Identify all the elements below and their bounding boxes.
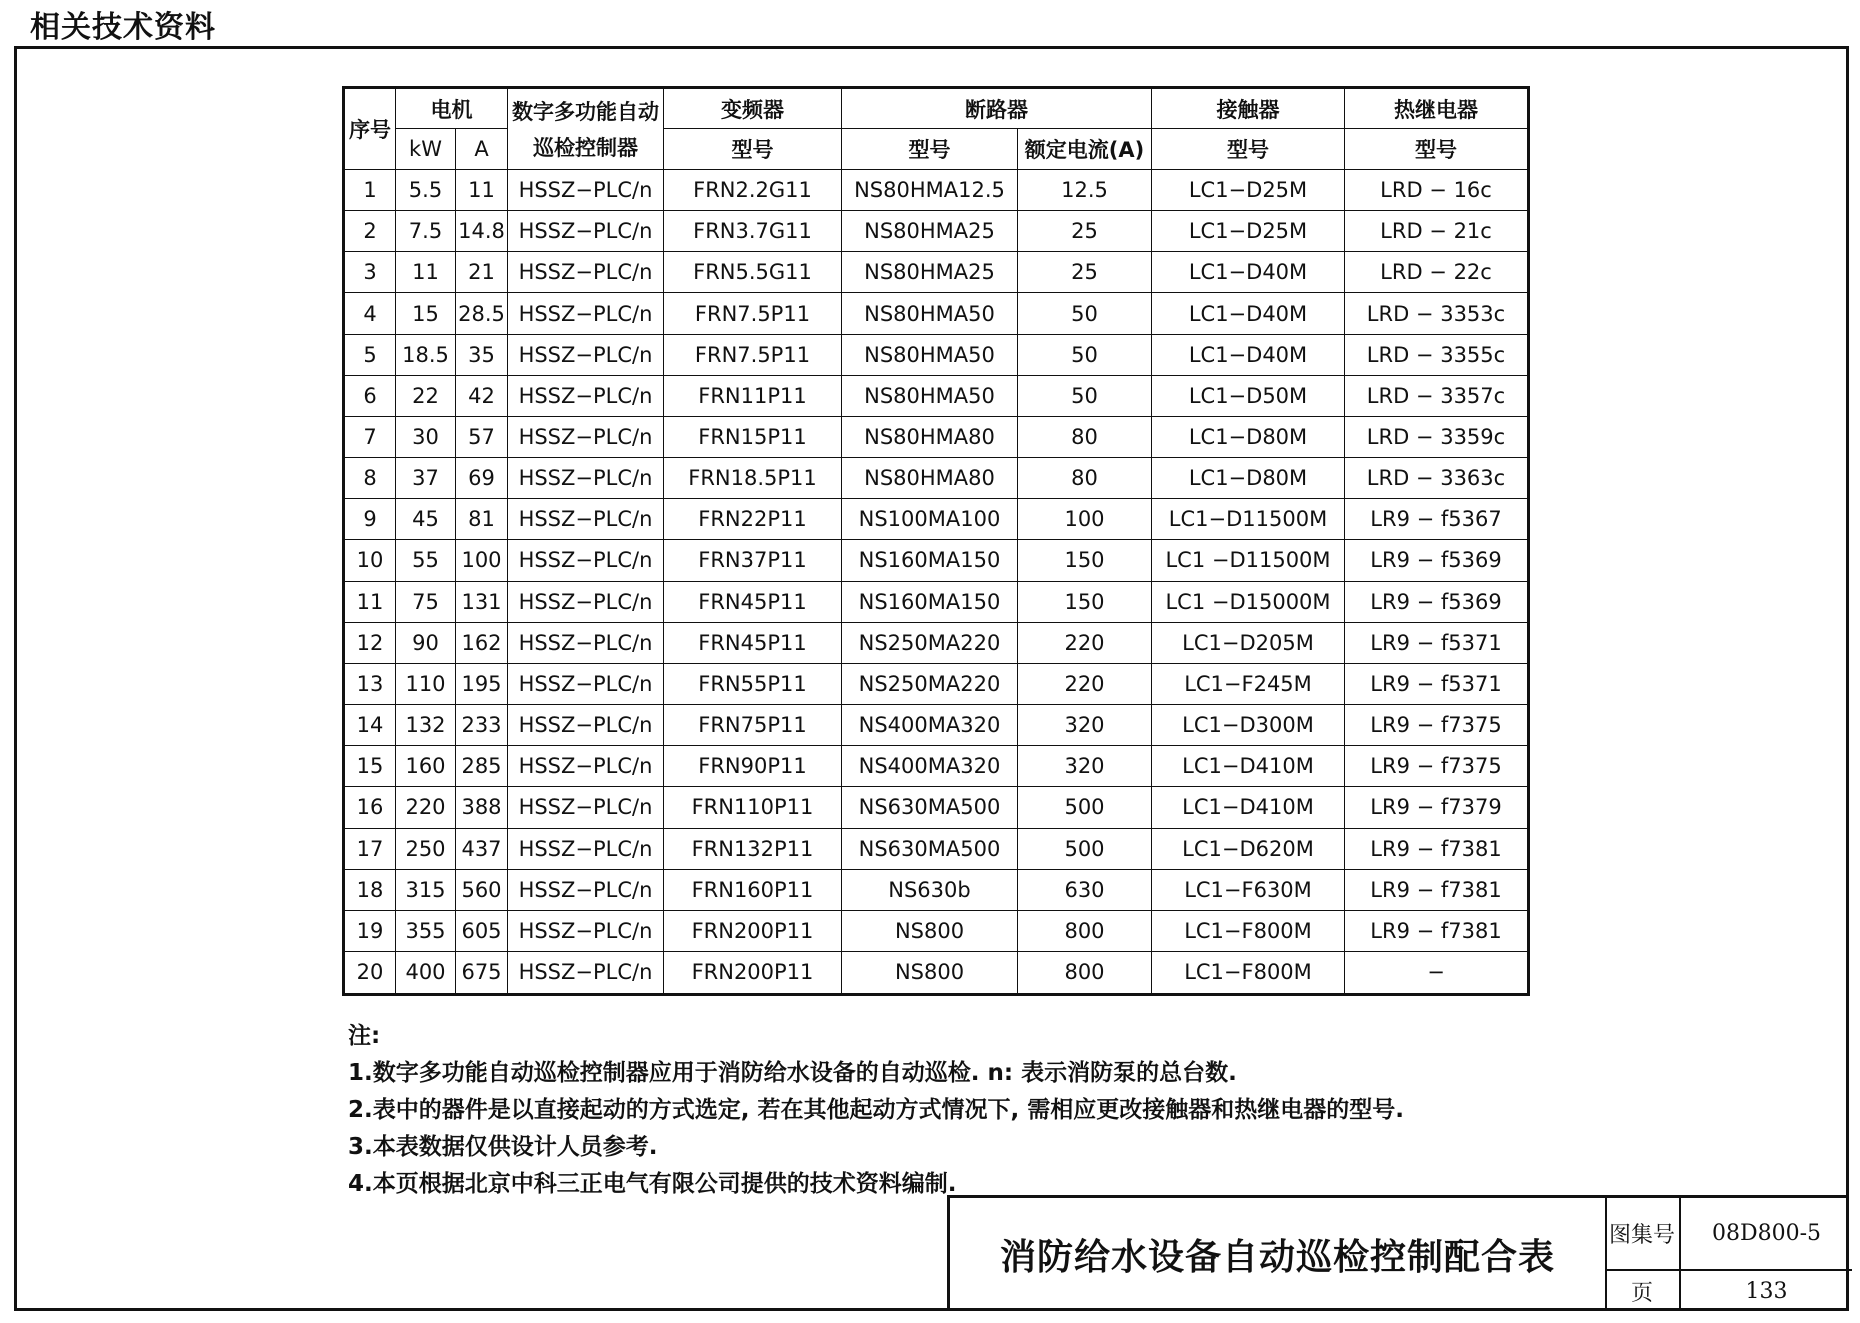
table-row	[344, 910, 1529, 951]
header-motor-kw: kW	[396, 129, 456, 170]
cell-contactor-model: LC1 −D15000M	[1152, 581, 1345, 622]
cell-breaker-model: NS630MA500	[842, 828, 1018, 869]
cell-inverter-model: FRN200P11	[664, 910, 842, 951]
cell-contactor-model: LC1−F800M	[1152, 910, 1345, 951]
cell-breaker-current: 50	[1018, 375, 1152, 416]
cell-contactor-model: LC1−F630M	[1152, 869, 1345, 910]
cell-motor-kw: 132	[396, 705, 456, 746]
cell-motor-kw: 355	[396, 910, 456, 951]
cell-relay-model: LRD − 3363c	[1345, 458, 1529, 499]
cell-breaker-current: 80	[1018, 458, 1152, 499]
cell-breaker-model: NS400MA320	[842, 746, 1018, 787]
cell-motor-kw: 5.5	[396, 170, 456, 211]
cell-motor-a: 28.5	[456, 293, 508, 334]
notes	[348, 1018, 1404, 1203]
cell-controller: HSSZ−PLC/n	[508, 499, 664, 540]
cell-controller: HSSZ−PLC/n	[508, 334, 664, 375]
cell-relay-model: LRD − 3353c	[1345, 293, 1529, 334]
drawing-title: 消防给水设备自动巡检控制配合表	[950, 1198, 1607, 1311]
cell-seq: 12	[344, 622, 396, 663]
cell-seq: 4	[344, 293, 396, 334]
cell-controller: HSSZ−PLC/n	[508, 293, 664, 334]
cell-inverter-model: FRN3.7G11	[664, 211, 842, 252]
table-row	[344, 622, 1529, 663]
note-item: 3.本表数据仅供设计人员参考.	[348, 1134, 658, 1160]
cell-controller: HSSZ−PLC/n	[508, 828, 664, 869]
cell-seq: 9	[344, 499, 396, 540]
cell-breaker-current: 500	[1018, 828, 1152, 869]
cell-breaker-current: 25	[1018, 252, 1152, 293]
cell-relay-model: LR9 − f5371	[1345, 663, 1529, 704]
cell-inverter-model: FRN55P11	[664, 663, 842, 704]
note-item: 1.数字多功能自动巡检控制器应用于消防给水设备的自动巡检. n: 表示消防泵的总台数.	[348, 1060, 1237, 1086]
cell-inverter-model: FRN22P11	[664, 499, 842, 540]
cell-contactor-model: LC1−D25M	[1152, 211, 1345, 252]
cell-contactor-model: LC1−D410M	[1152, 746, 1345, 787]
cell-seq: 11	[344, 581, 396, 622]
cell-motor-kw: 55	[396, 540, 456, 581]
cell-inverter-model: FRN15P11	[664, 416, 842, 457]
cell-controller: HSSZ−PLC/n	[508, 252, 664, 293]
cell-motor-a: 388	[456, 787, 508, 828]
cell-motor-a: 675	[456, 951, 508, 994]
atlas-number-value: 08D800-5	[1681, 1198, 1852, 1271]
cell-inverter-model: FRN110P11	[664, 787, 842, 828]
cell-breaker-current: 50	[1018, 293, 1152, 334]
cell-relay-model: LR9 − f7381	[1345, 910, 1529, 951]
cell-contactor-model: LC1−D11500M	[1152, 499, 1345, 540]
cell-motor-kw: 110	[396, 663, 456, 704]
cell-relay-model: LR9 − f7375	[1345, 705, 1529, 746]
cell-motor-kw: 11	[396, 252, 456, 293]
header-relay-model: 型号	[1345, 129, 1529, 170]
cell-breaker-current: 150	[1018, 581, 1152, 622]
cell-seq: 14	[344, 705, 396, 746]
cell-breaker-current: 500	[1018, 787, 1152, 828]
cell-motor-kw: 22	[396, 375, 456, 416]
cell-breaker-model: NS400MA320	[842, 705, 1018, 746]
cell-seq: 2	[344, 211, 396, 252]
cell-controller: HSSZ−PLC/n	[508, 211, 664, 252]
table-row	[344, 787, 1529, 828]
cell-breaker-model: NS160MA150	[842, 540, 1018, 581]
cell-breaker-model: NS80HMA50	[842, 334, 1018, 375]
cell-motor-a: 131	[456, 581, 508, 622]
cell-motor-a: 195	[456, 663, 508, 704]
cell-seq: 8	[344, 458, 396, 499]
cell-breaker-current: 630	[1018, 869, 1152, 910]
cell-motor-a: 81	[456, 499, 508, 540]
cell-seq: 13	[344, 663, 396, 704]
cell-breaker-model: NS800	[842, 951, 1018, 994]
cell-seq: 19	[344, 910, 396, 951]
table-row	[344, 375, 1529, 416]
cell-breaker-current: 320	[1018, 746, 1152, 787]
cell-relay-model: LR9 − f5371	[1345, 622, 1529, 663]
cell-contactor-model: LC1−D80M	[1152, 458, 1345, 499]
cell-motor-kw: 160	[396, 746, 456, 787]
cell-inverter-model: FRN2.2G11	[664, 170, 842, 211]
header-contactor: 接触器	[1152, 88, 1345, 129]
cell-seq: 15	[344, 746, 396, 787]
table-row	[344, 458, 1529, 499]
note-item: 2.表中的器件是以直接起动的方式选定, 若在其他起动方式情况下, 需相应更改接触器和热继电器的型号.	[348, 1097, 1404, 1123]
cell-relay-model: LR9 − f5367	[1345, 499, 1529, 540]
cell-controller: HSSZ−PLC/n	[508, 746, 664, 787]
cell-controller: HSSZ−PLC/n	[508, 663, 664, 704]
cell-relay-model: LR9 − f7379	[1345, 787, 1529, 828]
table-row	[344, 416, 1529, 457]
cell-breaker-model: NS80HMA80	[842, 458, 1018, 499]
cell-contactor-model: LC1−D620M	[1152, 828, 1345, 869]
cell-breaker-model: NS80HMA50	[842, 375, 1018, 416]
cell-inverter-model: FRN11P11	[664, 375, 842, 416]
table-row	[344, 828, 1529, 869]
cell-inverter-model: FRN45P11	[664, 581, 842, 622]
cell-contactor-model: LC1−D300M	[1152, 705, 1345, 746]
cell-seq: 3	[344, 252, 396, 293]
header-seq: 序号	[344, 88, 396, 170]
cell-motor-a: 233	[456, 705, 508, 746]
cell-breaker-current: 100	[1018, 499, 1152, 540]
cell-breaker-model: NS250MA220	[842, 663, 1018, 704]
cell-breaker-model: NS80HMA80	[842, 416, 1018, 457]
cell-breaker-current: 220	[1018, 663, 1152, 704]
table-row	[344, 170, 1529, 211]
cell-controller: HSSZ−PLC/n	[508, 458, 664, 499]
page-number: 133	[1745, 1278, 1788, 1304]
cell-seq: 5	[344, 334, 396, 375]
cell-breaker-model: NS80HMA25	[842, 211, 1018, 252]
cell-motor-kw: 90	[396, 622, 456, 663]
table-row	[344, 663, 1529, 704]
cell-motor-kw: 37	[396, 458, 456, 499]
cell-breaker-model: NS80HMA12.5	[842, 170, 1018, 211]
notes-heading: 注:	[348, 1023, 381, 1049]
cell-contactor-model: LC1−D205M	[1152, 622, 1345, 663]
cell-controller: HSSZ−PLC/n	[508, 416, 664, 457]
header-inverter: 变频器	[664, 88, 842, 129]
cell-breaker-current: 12.5	[1018, 170, 1152, 211]
cell-seq: 10	[344, 540, 396, 581]
cell-motor-kw: 315	[396, 869, 456, 910]
cell-motor-a: 11	[456, 170, 508, 211]
cell-breaker-current: 320	[1018, 705, 1152, 746]
cell-controller: HSSZ−PLC/n	[508, 375, 664, 416]
cell-motor-a: 605	[456, 910, 508, 951]
cell-seq: 20	[344, 951, 396, 994]
section-label: 相关技术资料	[30, 10, 216, 45]
cell-inverter-model: FRN7.5P11	[664, 334, 842, 375]
cell-seq: 17	[344, 828, 396, 869]
table-row	[344, 334, 1529, 375]
cell-controller: HSSZ−PLC/n	[508, 705, 664, 746]
cell-relay-model: LRD − 16c	[1345, 170, 1529, 211]
header-controller-line1: 数字多功能自动	[512, 100, 659, 124]
cell-relay-model: −	[1345, 951, 1529, 994]
header-controller	[508, 88, 664, 170]
cell-inverter-model: FRN18.5P11	[664, 458, 842, 499]
cell-motor-a: 437	[456, 828, 508, 869]
title-block	[947, 1195, 1849, 1311]
table-row	[344, 705, 1529, 746]
header-controller-line2: 巡检控制器	[533, 136, 638, 160]
cell-breaker-model: NS100MA100	[842, 499, 1018, 540]
cell-motor-kw: 75	[396, 581, 456, 622]
table-row	[344, 869, 1529, 910]
cell-breaker-model: NS250MA220	[842, 622, 1018, 663]
cell-motor-kw: 18.5	[396, 334, 456, 375]
spec-table	[342, 86, 1530, 996]
cell-relay-model: LRD − 3355c	[1345, 334, 1529, 375]
header-motor-a: A	[456, 129, 508, 170]
cell-controller: HSSZ−PLC/n	[508, 622, 664, 663]
cell-inverter-model: FRN160P11	[664, 869, 842, 910]
cell-breaker-model: NS80HMA25	[842, 252, 1018, 293]
cell-contactor-model: LC1−F245M	[1152, 663, 1345, 704]
cell-contactor-model: LC1 −D11500M	[1152, 540, 1345, 581]
cell-relay-model: LRD − 22c	[1345, 252, 1529, 293]
cell-breaker-current: 25	[1018, 211, 1152, 252]
cell-relay-model: LRD − 3359c	[1345, 416, 1529, 457]
cell-contactor-model: LC1−F800M	[1152, 951, 1345, 994]
table-row	[344, 746, 1529, 787]
cell-controller: HSSZ−PLC/n	[508, 540, 664, 581]
cell-contactor-model: LC1−D80M	[1152, 416, 1345, 457]
table-row	[344, 499, 1529, 540]
cell-motor-kw: 7.5	[396, 211, 456, 252]
cell-inverter-model: FRN200P11	[664, 951, 842, 994]
header-breaker-current: 额定电流(A)	[1018, 129, 1152, 170]
cell-motor-kw: 400	[396, 951, 456, 994]
cell-motor-a: 42	[456, 375, 508, 416]
cell-inverter-model: FRN37P11	[664, 540, 842, 581]
table-row	[344, 540, 1529, 581]
cell-controller: HSSZ−PLC/n	[508, 170, 664, 211]
header-breaker: 断路器	[842, 88, 1152, 129]
cell-relay-model: LRD − 21c	[1345, 211, 1529, 252]
cell-motor-kw: 15	[396, 293, 456, 334]
cell-motor-a: 560	[456, 869, 508, 910]
cell-breaker-model: NS160MA150	[842, 581, 1018, 622]
cell-controller: HSSZ−PLC/n	[508, 869, 664, 910]
cell-contactor-model: LC1−D50M	[1152, 375, 1345, 416]
page-label: 页	[1605, 1271, 1681, 1311]
cell-inverter-model: FRN45P11	[664, 622, 842, 663]
cell-motor-kw: 250	[396, 828, 456, 869]
cell-motor-a: 69	[456, 458, 508, 499]
cell-inverter-model: FRN7.5P11	[664, 293, 842, 334]
cell-breaker-model: NS800	[842, 910, 1018, 951]
cell-inverter-model: FRN5.5G11	[664, 252, 842, 293]
cell-seq: 16	[344, 787, 396, 828]
cell-relay-model: LR9 − f7381	[1345, 828, 1529, 869]
cell-breaker-current: 150	[1018, 540, 1152, 581]
header-relay: 热继电器	[1345, 88, 1529, 129]
cell-controller: HSSZ−PLC/n	[508, 787, 664, 828]
cell-controller: HSSZ−PLC/n	[508, 581, 664, 622]
table-row	[344, 293, 1529, 334]
cell-motor-a: 57	[456, 416, 508, 457]
cell-contactor-model: LC1−D40M	[1152, 252, 1345, 293]
spec-table-body	[344, 170, 1529, 995]
cell-seq: 6	[344, 375, 396, 416]
cell-seq: 18	[344, 869, 396, 910]
cell-breaker-current: 50	[1018, 334, 1152, 375]
cell-controller: HSSZ−PLC/n	[508, 951, 664, 994]
cell-breaker-current: 800	[1018, 910, 1152, 951]
cell-motor-a: 21	[456, 252, 508, 293]
cell-inverter-model: FRN132P11	[664, 828, 842, 869]
cell-contactor-model: LC1−D40M	[1152, 293, 1345, 334]
cell-motor-kw: 30	[396, 416, 456, 457]
cell-relay-model: LR9 − f5369	[1345, 581, 1529, 622]
cell-motor-kw: 45	[396, 499, 456, 540]
table-row	[344, 581, 1529, 622]
cell-breaker-model: NS630b	[842, 869, 1018, 910]
cell-controller: HSSZ−PLC/n	[508, 910, 664, 951]
cell-breaker-current: 800	[1018, 951, 1152, 994]
header-breaker-model: 型号	[842, 129, 1018, 170]
table-row	[344, 252, 1529, 293]
cell-seq: 7	[344, 416, 396, 457]
cell-motor-kw: 220	[396, 787, 456, 828]
cell-inverter-model: FRN75P11	[664, 705, 842, 746]
table-row	[344, 951, 1529, 994]
cell-breaker-current: 220	[1018, 622, 1152, 663]
cell-breaker-model: NS630MA500	[842, 787, 1018, 828]
cell-relay-model: LR9 − f5369	[1345, 540, 1529, 581]
cell-contactor-model: LC1−D410M	[1152, 787, 1345, 828]
note-item: 4.本页根据北京中科三正电气有限公司提供的技术资料编制.	[348, 1171, 957, 1197]
header-motor: 电机	[396, 88, 508, 129]
cell-breaker-current: 80	[1018, 416, 1152, 457]
cell-contactor-model: LC1−D25M	[1152, 170, 1345, 211]
cell-motor-a: 14.8	[456, 211, 508, 252]
cell-motor-a: 100	[456, 540, 508, 581]
cell-contactor-model: LC1−D40M	[1152, 334, 1345, 375]
header-inverter-model: 型号	[664, 129, 842, 170]
cell-motor-a: 285	[456, 746, 508, 787]
table-row	[344, 211, 1529, 252]
cell-inverter-model: FRN90P11	[664, 746, 842, 787]
cell-breaker-model: NS80HMA50	[842, 293, 1018, 334]
cell-motor-a: 162	[456, 622, 508, 663]
cell-relay-model: LRD − 3357c	[1345, 375, 1529, 416]
cell-relay-model: LR9 − f7375	[1345, 746, 1529, 787]
header-contactor-model: 型号	[1152, 129, 1345, 170]
cell-seq: 1	[344, 170, 396, 211]
cell-relay-model: LR9 − f7381	[1345, 869, 1529, 910]
atlas-number-label: 图集号	[1605, 1198, 1681, 1271]
cell-motor-a: 35	[456, 334, 508, 375]
